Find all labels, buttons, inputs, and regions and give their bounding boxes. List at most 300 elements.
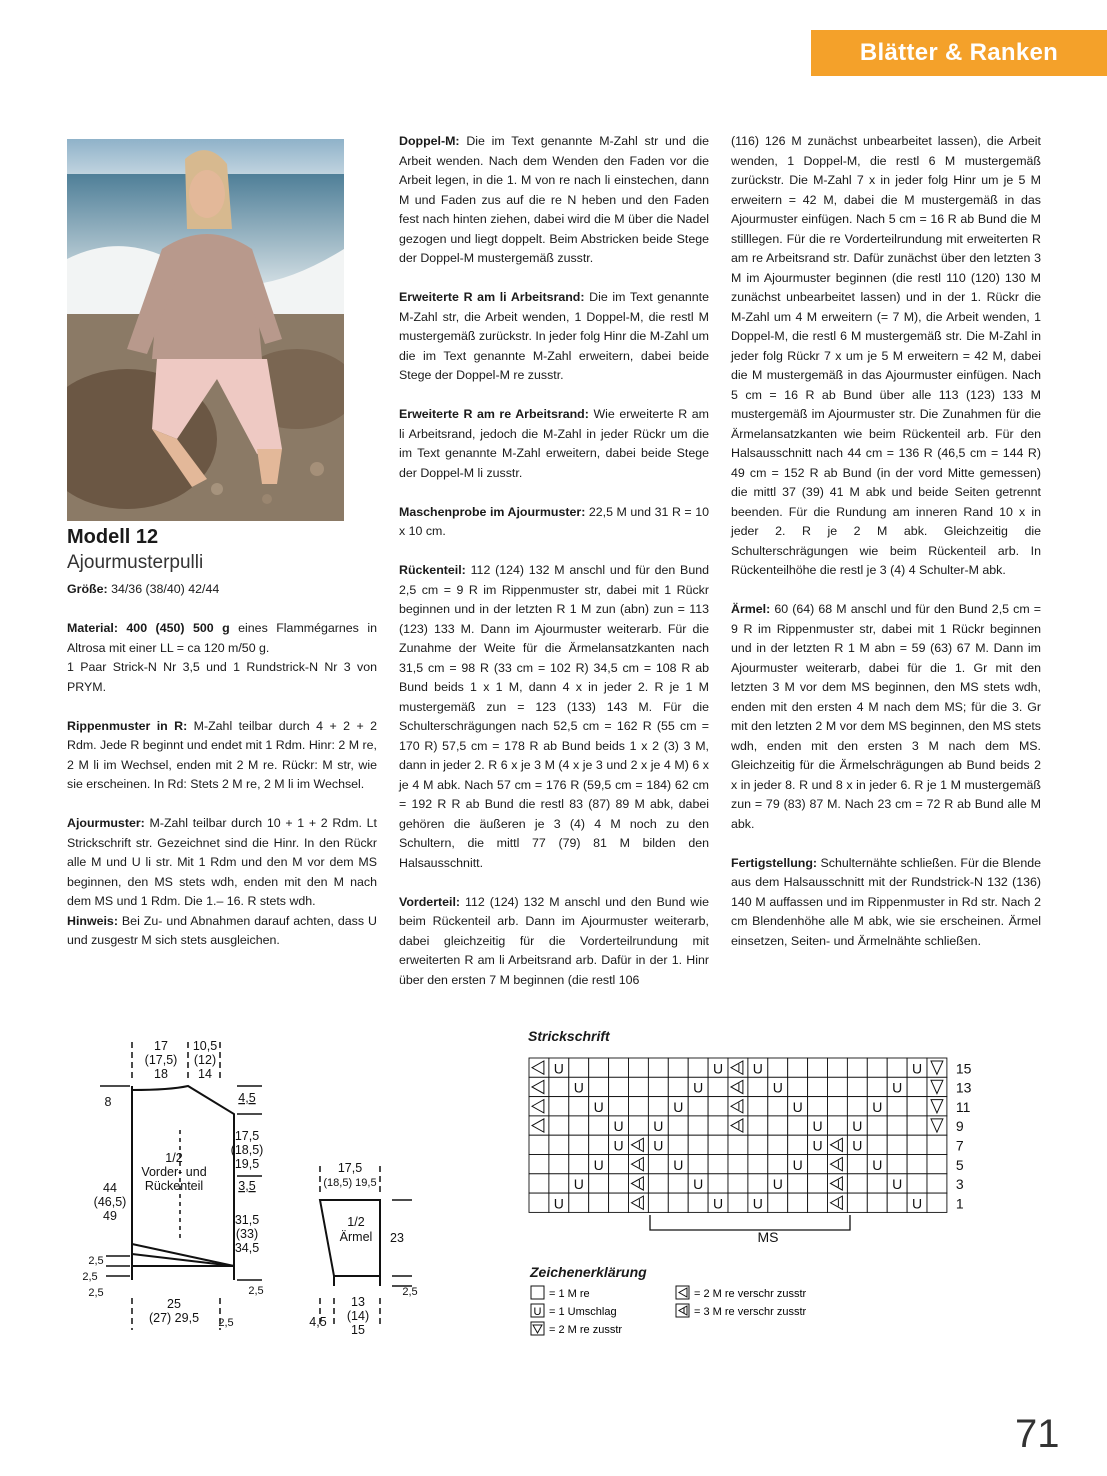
- chart-cell: [828, 1116, 848, 1135]
- chart-cell: [629, 1116, 649, 1135]
- back-text: 112 (124) 132 M anschl und für den Bund 2,5 cm = 9 R im Rippenmuster str, dabei mit 1 Rückr beginnen und in der letzten R 1 M zun (abn) zun = 113 (123) 133 M. Dann im Ajourmuster weiterarb. Für die Zunahme der Weite für die Ärmelansatzkanten nach 31,5 cm = 98 R (33 cm = 102 R) 34,5 cm = 108 R ab Bund beids 1 x 1 M, dann 4 x in jeder 2. R je 1 M mustergemäß zun = 123 (133) 143 M. Für die Schulterschrägungen nach 52,5 cm = 162 R (55 cm = 170 R) 57,5 cm = 178 R ab Bund beids 1 x 2 (3) 3 M, dann in jeder 2. R 6 x je 3 M (4 x je 3 und 2 x je 4 M) 6 x je 4 M abk. Nach 57 cm = 176 R (59,5 cm = 184) 62 cm = 192 R R ab Bund die restl 83 (87) 89 M abk, dabei gehören die äußeren je 3 (4) 4 M noch zu den Schultern, die mittl 77 (79) 81 M bilden den Halsausschnitt.: [399, 563, 709, 870]
- chart-cell: [629, 1135, 649, 1154]
- chart-cell: [927, 1077, 947, 1096]
- yarnover-icon: U: [693, 1176, 704, 1193]
- chart-cell: [708, 1193, 728, 1212]
- chart-cell: [648, 1135, 668, 1154]
- model-subtitle: Ajourmusterpulli: [67, 552, 204, 573]
- dim-height-1: 44: [103, 1181, 117, 1195]
- chart-cell: [609, 1077, 629, 1096]
- chart-cell: [748, 1174, 768, 1193]
- chart-cell: [867, 1193, 887, 1212]
- chart-cell: [648, 1058, 668, 1077]
- chart-cell: [867, 1058, 887, 1077]
- chart-cell: [529, 1135, 549, 1154]
- chart-cell: [708, 1174, 728, 1193]
- chart-cell: [708, 1077, 728, 1096]
- chart-cell: [629, 1058, 649, 1077]
- chart-cell: [907, 1193, 927, 1212]
- chart-cell: [847, 1174, 867, 1193]
- chart-cell: [748, 1077, 768, 1096]
- dim-armhole-inc: 3,5: [238, 1179, 256, 1193]
- sleeve-bottom-left: 4,5: [309, 1315, 327, 1329]
- dim-side-3: 34,5: [234, 1241, 260, 1255]
- dim-height-3: 49: [103, 1209, 117, 1223]
- gauge-text: 22,5 M und 31 R = 10 x 10 cm.: [399, 504, 709, 538]
- chart-cell: [668, 1135, 688, 1154]
- chart-cell: [907, 1155, 927, 1174]
- sleeve-schematic: [300, 1158, 430, 1348]
- chart-cell: [808, 1097, 828, 1116]
- section-tab: Blätter & Ranken: [811, 30, 1107, 76]
- row-number: 15: [955, 1060, 972, 1077]
- ajour-text: M-Zahl teilbar durch 10 + 1 + 2 Rdm. Lt Strickschrift str. Gezeichnet sind die Hinr. In den Rückr alle M und U li str. Mit 1 Rdm und den M vor dem MS beginnen, den MS stets wdh, enden mit den M nach dem MS und 1 Rdm. Die 1.– 16. R stets wdh.: [67, 816, 377, 908]
- chart-cell: [927, 1135, 947, 1154]
- chart-cell: [887, 1077, 907, 1096]
- piece-label-3: Rückenteil: [144, 1179, 204, 1193]
- column-3: [731, 132, 1041, 951]
- chart-cell: [768, 1193, 788, 1212]
- chart-cell: [609, 1116, 629, 1135]
- chart-cell: [847, 1097, 867, 1116]
- dim-armhole-3: 19,5: [234, 1157, 260, 1171]
- dim-height-2: (46,5): [93, 1195, 127, 1209]
- chart-cell: [648, 1116, 668, 1135]
- yarnover-icon: U: [553, 1060, 564, 1077]
- material-text: eines Flammégarnes in Altrosa mit einer LL = ca 120 m/50 g.: [67, 621, 377, 655]
- chart-cell: [688, 1135, 708, 1154]
- chart-cell: [609, 1097, 629, 1116]
- chart-cell: [529, 1058, 549, 1077]
- chart-cell: [549, 1155, 569, 1174]
- yarnover-icon: U: [653, 1137, 664, 1154]
- sleeve-bottom-1: 13: [351, 1295, 365, 1309]
- chart-cell: [867, 1155, 887, 1174]
- model-photo: [67, 139, 344, 521]
- chart-cell: [708, 1058, 728, 1077]
- chart-cell: [788, 1135, 808, 1154]
- svg-text:= 2 M re zusstr: = 2 M re zusstr: [549, 1324, 623, 1336]
- chart-cell: [629, 1193, 649, 1212]
- chart-cell: [808, 1193, 828, 1212]
- chart-cell: [549, 1097, 569, 1116]
- chart-cell: [828, 1135, 848, 1154]
- legend-k3tog-tbl: [676, 1304, 807, 1318]
- chart-cell: [808, 1058, 828, 1077]
- chart-cell: [529, 1193, 549, 1212]
- front-label: Vorderteil:: [399, 894, 461, 909]
- chart-cell: [648, 1155, 668, 1174]
- chart-cell: [688, 1116, 708, 1135]
- chart-cell: [847, 1155, 867, 1174]
- chart-cell: [609, 1058, 629, 1077]
- chart-cell: [648, 1174, 668, 1193]
- yarnover-icon: U: [772, 1079, 783, 1096]
- chart-cell: [688, 1155, 708, 1174]
- chart-cell: [629, 1174, 649, 1193]
- chart-cell: [529, 1077, 549, 1096]
- chart-cell: [668, 1058, 688, 1077]
- chart-cell: [549, 1077, 569, 1096]
- chart-cell: [708, 1135, 728, 1154]
- yarnover-icon: U: [553, 1195, 564, 1212]
- row-number: 3: [955, 1176, 964, 1193]
- chart-cell: [529, 1155, 549, 1174]
- chart-cell: [569, 1174, 589, 1193]
- yarnover-icon: U: [752, 1060, 763, 1077]
- chart-cell: [609, 1135, 629, 1154]
- chart-cell: [748, 1097, 768, 1116]
- chart-cell: [668, 1155, 688, 1174]
- front-continued-text: (116) 126 M zunächst unbearbeitet lassen), die Arbeit wenden, 1 Doppel-M, die restl 6 M mustergemäß zurückstr. Die M-Zahl 7 x in jeder folg Hinr um je 5 M erweitern = 42 M, dabei die M mustergemäß in das Ajourmuster einfügen. Nach 5 cm = 16 R ab Bund die M stilllegen. Für die re Vorderteilrundung mit erweiterten R am re Arbeitsrand str. Dafür zunächst über den letzten 3 M im Ajourmuster beginnen (die restl 110 (120) 130 M zunächst unbearbeitet lassen) und in der 1. Rückr die M-Zahl um 4 M erweitern (= 7 M), die Arbeit wenden, 1 Doppel-M, die restl 6 M mustergemäß str. Die M-Zahl in jeder folg Rückr 7 x um je 5 M erweitern = 42 M, dabei die M mustergemäß in das Ajourmuster einfügen. Nach 5 cm = 16 R ab Bund über alle 113 (123) 133 M mustergemäß im Ajourmuster str. Die Zunahmen für die Ärmelansatzkanten wie beim Rückenteil arb. Für den Halsausschnitt nach 44 cm = 136 R (46,5 cm = 144 R) 49 cm = 152 R ab Bund (in der vord Mitte gemessen) die mittl 37 (39) 41 M abk und beide Seiten getrennt beenden. Für die Rundung am inneren Rand 10 x in jeder 2. R je 2 M abk. Gleichzeitig die Schulterschrägungen wie beim Rückenteil arb. In Rückenteilhöhe die restl je 3 (4) 4 Schulter-M abk.: [731, 134, 1041, 577]
- chart-cell: [768, 1155, 788, 1174]
- erw-re-text: Wie erweiterte R am li Arbeitsrand, jedoch die M-Zahl in jeder Rückr um die im Text genannte M-Zahl erweitern, dabei beide Stege der Doppel-M li zusstr.: [399, 407, 709, 480]
- chart-cell: [828, 1155, 848, 1174]
- dim-side-2: (33): [235, 1227, 259, 1241]
- chart-cell: [589, 1135, 609, 1154]
- legend-title: Zeichenerklärung: [530, 1264, 647, 1280]
- knit-symbol-icon: [531, 1286, 544, 1299]
- ms-label: MS: [757, 1229, 779, 1245]
- chart-cell: [828, 1097, 848, 1116]
- chart-cell: [867, 1174, 887, 1193]
- chart-cell: [927, 1193, 947, 1212]
- chart-cell: [648, 1097, 668, 1116]
- sleeve-label-2: Ärmel: [339, 1230, 373, 1244]
- row-number: 9: [955, 1118, 964, 1135]
- chart-cell: [907, 1058, 927, 1077]
- chart-cell: [529, 1116, 549, 1135]
- yarnover-icon: U: [653, 1118, 664, 1135]
- yarnover-icon: U: [812, 1118, 823, 1135]
- chart-cell: [768, 1116, 788, 1135]
- yarnover-icon: U: [812, 1137, 823, 1154]
- material-label: Material: 400 (450) 500 g: [67, 621, 230, 635]
- chart-cell: [768, 1058, 788, 1077]
- chart-cell: [728, 1077, 748, 1096]
- chart-cell: [907, 1174, 927, 1193]
- chart-cell: [887, 1155, 907, 1174]
- row-number: 1: [955, 1195, 964, 1212]
- chart-cell: [609, 1174, 629, 1193]
- chart-cell: [927, 1174, 947, 1193]
- chart-cell: [728, 1174, 748, 1193]
- dim-neck-3: 14: [198, 1067, 212, 1081]
- sleeve-text: 60 (64) 68 M anschl und für den Bund 2,5 cm = 9 R im Rippenmuster str, dabei mit 1 Rückr beginnen und in der letzten R 1 M abn = 59 (63) 67 M. Dann im Ajourmuster weiterarb, dabei für die 1. Gr mit den letzten 3 M vor dem MS beginnen, den MS stets wdh, enden mit den ersten 4 M nach dem MS; für die 3. Gr mit den letzten 2 M vor dem MS beginnen, den MS stets wdh, enden mit den ersten 3 M nach dem MS. Gleichzeitig für die Ärmelschrägungen ab Bund beids 2 x in jeder 8. R und 8 x in jeder 6. R je 1 M mustergemäß zun = 79 (83) 87 M. Nach 23 cm = 72 R ab Bund alle M abk.: [731, 602, 1041, 831]
- chart-cell: [728, 1097, 748, 1116]
- legend: [530, 1283, 850, 1343]
- chart-cell: [569, 1135, 589, 1154]
- chart-cell: [748, 1135, 768, 1154]
- chart-cell: [549, 1193, 569, 1212]
- page-number: 71: [1015, 1412, 1060, 1456]
- chart-cell: [867, 1077, 887, 1096]
- chart-cell: [847, 1193, 867, 1212]
- chart-cell: [728, 1116, 748, 1135]
- chart-cell: [788, 1116, 808, 1135]
- chart-cell: [828, 1077, 848, 1096]
- erw-re-label: Erweiterte R am re Arbeitsrand:: [399, 407, 589, 421]
- chart-cell: [549, 1135, 569, 1154]
- k2tog-tbl-symbol-icon: [679, 1288, 687, 1297]
- sleeve-height: 23: [390, 1231, 404, 1245]
- chart-cell: [668, 1097, 688, 1116]
- dim-width-small: 2,5: [218, 1317, 234, 1329]
- chart-cell: [609, 1193, 629, 1212]
- dim-rib-right: 2,5: [248, 1285, 264, 1297]
- chart-cell: [589, 1116, 609, 1135]
- legend-k2tog: [531, 1322, 622, 1336]
- piece-label-2: Vorder- und: [141, 1165, 207, 1179]
- sleeve-top-2: (18,5) 19,5: [323, 1177, 377, 1189]
- chart-cell: [808, 1174, 828, 1193]
- chart-cell: [748, 1155, 768, 1174]
- chart-cell: [768, 1174, 788, 1193]
- sleeve-top-1: 17,5: [337, 1161, 363, 1175]
- hint-text: Bei Zu- und Abnahmen darauf achten, dass U und zusgestr M sich stets ausgleichen.: [67, 913, 377, 947]
- chart-cell: [569, 1097, 589, 1116]
- dim-width-1: 25: [167, 1297, 181, 1311]
- yarnover-icon: U: [892, 1079, 903, 1096]
- chart-cell: [847, 1077, 867, 1096]
- yarnover-icon: U: [872, 1156, 883, 1173]
- svg-text:= 2 M re verschr zusstr: = 2 M re verschr zusstr: [694, 1288, 807, 1300]
- front-text: 112 (124) 132 M anschl und den Bund wie beim Rückenteil arb. Dann im Ajourmuster weiterarb, dabei gleichzeitig für die Vorderteilrundung mit erweiterten R am li Arbeitsrand arb. Dafür in der 1. Hinr über den ersten 7 M beginnen (die restl 106: [399, 894, 709, 987]
- svg-text:= 3 M re verschr zusstr: = 3 M re verschr zusstr: [694, 1306, 807, 1318]
- doppel-m-text: Die im Text genannte M-Zahl str und die Arbeit wenden. Nach dem Wenden den Faden vor die Arbeit legen, in die 1. M von re nach li einstechen, dann M und Faden zus auf die re N heben und den Faden fest nach hinten ziehen, dabei wird die M über die Nadel gezogen und liegt doppelt. Beim Abstricken beide Stege der Doppel-M mustergemäß zusstr.: [399, 134, 709, 265]
- chart-cell: [907, 1116, 927, 1135]
- chart-cell: [887, 1116, 907, 1135]
- row-number: 13: [955, 1079, 972, 1096]
- chart-cell: [828, 1174, 848, 1193]
- yarnover-icon: U: [593, 1156, 604, 1173]
- dim-rib-3: 2,5: [88, 1287, 104, 1299]
- chart-cell: [847, 1135, 867, 1154]
- rib-label: Rippenmuster in R:: [67, 718, 188, 733]
- chart-cell: [887, 1174, 907, 1193]
- dim-armhole-1: 17,5: [234, 1129, 260, 1143]
- legend-knit: [531, 1286, 590, 1300]
- chart-cell: [549, 1116, 569, 1135]
- yarnover-icon: U: [792, 1156, 803, 1173]
- yarnover-icon: U: [792, 1098, 803, 1115]
- chart-cell: [907, 1097, 927, 1116]
- chart-cell: [867, 1116, 887, 1135]
- yarnover-icon: U: [752, 1195, 763, 1212]
- chart-cell: [907, 1077, 927, 1096]
- chart-cell: [808, 1077, 828, 1096]
- k3tog-tbl-symbol-icon: [679, 1306, 687, 1315]
- chart-cell: [887, 1135, 907, 1154]
- yarnover-icon: U: [852, 1137, 863, 1154]
- chart-cell: [688, 1097, 708, 1116]
- yarnover-icon: U: [573, 1176, 584, 1193]
- row-number: 11: [955, 1098, 971, 1115]
- sleeve-label-1: 1/2: [347, 1215, 365, 1229]
- chart-cell: [569, 1193, 589, 1212]
- chart-cell: [648, 1077, 668, 1096]
- rib-text: M-Zahl teilbar durch 4 + 2 + 2 Rdm. Jede R beginnt und endet mit 1 Rdm. Hinr: 2 M re, 2 M li im Wechsel, enden mit 2 M re. Rückr: M str, wie sie erscheinen. In Rd: Stets 2 M re, 2 M li im Wechsel.: [67, 718, 377, 791]
- chart-cell: [748, 1193, 768, 1212]
- chart-cell: [569, 1155, 589, 1174]
- chart-cell: [867, 1097, 887, 1116]
- column-2: [399, 132, 709, 990]
- yarnover-icon: U: [613, 1137, 624, 1154]
- dim-neck-1: 10,5: [192, 1039, 218, 1053]
- chart-cell: [788, 1097, 808, 1116]
- legend-yarnover: [531, 1304, 617, 1318]
- yarnover-icon: U: [593, 1098, 604, 1115]
- chart-cell: [589, 1155, 609, 1174]
- chart-cell: [788, 1174, 808, 1193]
- chart-cell: [788, 1155, 808, 1174]
- chart-cell: [808, 1135, 828, 1154]
- yarnover-icon: U: [613, 1118, 624, 1135]
- model-title: Modell 12: [67, 526, 159, 548]
- chart-cell: [648, 1193, 668, 1212]
- needles-text: 1 Paar Strick-N Nr 3,5 und 1 Rundstrick-N Nr 3 von PRYM.: [67, 660, 377, 694]
- knit-chart: [528, 1054, 988, 1249]
- k2tog-symbol-icon: [533, 1325, 542, 1333]
- chart-cell: [668, 1116, 688, 1135]
- back-label: Rückenteil:: [399, 563, 466, 577]
- chart-cell: [847, 1058, 867, 1077]
- dim-rib-1: 2,5: [88, 1255, 104, 1267]
- chart-cell: [589, 1058, 609, 1077]
- chart-cell: [629, 1077, 649, 1096]
- yarnover-icon: U: [772, 1176, 783, 1193]
- chart-cell: [589, 1097, 609, 1116]
- chart-cell: [688, 1174, 708, 1193]
- chart-cell: [808, 1155, 828, 1174]
- chart-cell: [748, 1116, 768, 1135]
- chart-cell: [569, 1077, 589, 1096]
- chart-cell: [629, 1155, 649, 1174]
- chart-cell: [529, 1097, 549, 1116]
- chart-cell: [549, 1058, 569, 1077]
- dim-shoulder-1: 17: [154, 1039, 168, 1053]
- chart-cell: [589, 1174, 609, 1193]
- chart-cell: [847, 1116, 867, 1135]
- chart-cell: [728, 1193, 748, 1212]
- gauge-label: Maschenprobe im Ajourmuster:: [399, 504, 586, 519]
- chart-cell: [668, 1174, 688, 1193]
- yarnover-symbol-icon: U: [533, 1306, 542, 1318]
- dim-neck-depth: 8: [104, 1095, 112, 1109]
- yarnover-icon: U: [872, 1098, 883, 1115]
- yarnover-icon: U: [673, 1156, 684, 1173]
- sleeve-label: Ärmel:: [731, 602, 771, 616]
- yarnover-icon: U: [673, 1098, 684, 1115]
- chart-title: Strickschrift: [528, 1028, 610, 1044]
- chart-cell: [788, 1193, 808, 1212]
- row-number: 7: [955, 1137, 964, 1154]
- chart-cell: [748, 1058, 768, 1077]
- chart-cell: [708, 1116, 728, 1135]
- ajour-label: Ajourmuster:: [67, 816, 145, 830]
- chart-cell: [668, 1077, 688, 1096]
- sleeve-bottom-3: 15: [351, 1323, 365, 1337]
- dim-shoulder-2: (17,5): [144, 1053, 178, 1067]
- hint-label: Hinweis:: [67, 913, 118, 928]
- chart-cell: [907, 1135, 927, 1154]
- piece-label-1: 1/2: [165, 1151, 183, 1165]
- chart-cell: [589, 1193, 609, 1212]
- dim-neck-2: (12): [193, 1053, 217, 1067]
- chart-cell: [688, 1193, 708, 1212]
- size-text: 34/36 (38/40) 42/44: [111, 582, 220, 596]
- chart-cell: [728, 1058, 748, 1077]
- chart-cell: [768, 1097, 788, 1116]
- chart-cell: [927, 1155, 947, 1174]
- finish-label: Fertigstellung:: [731, 855, 818, 870]
- svg-text:= 1 Umschlag: = 1 Umschlag: [549, 1306, 617, 1318]
- chart-cell: [529, 1174, 549, 1193]
- chart-cell: [728, 1155, 748, 1174]
- dim-side-1: 31,5: [234, 1213, 260, 1227]
- dim-width-2: (27) 29,5: [148, 1311, 200, 1325]
- chart-cell: [788, 1058, 808, 1077]
- chart-cell: [887, 1058, 907, 1077]
- yarnover-icon: U: [852, 1118, 863, 1135]
- dim-shoulder-3: 18: [154, 1067, 168, 1081]
- yarnover-icon: U: [911, 1195, 923, 1212]
- row-number: 5: [955, 1156, 964, 1173]
- chart-cell: [728, 1135, 748, 1154]
- chart-cell: [549, 1174, 569, 1193]
- chart-cell: [609, 1155, 629, 1174]
- yarnover-icon: U: [693, 1079, 704, 1096]
- chart-cell: [708, 1155, 728, 1174]
- dim-armhole-2: (18,5): [230, 1143, 264, 1157]
- size-label: Größe:: [67, 582, 108, 596]
- chart-cell: [887, 1097, 907, 1116]
- sleeve-bottom-2: (14): [346, 1309, 370, 1323]
- svg-text:= 1 M re: = 1 M re: [549, 1288, 590, 1300]
- yarnover-icon: U: [911, 1060, 923, 1077]
- chart-cell: [887, 1193, 907, 1212]
- chart-cell: [708, 1097, 728, 1116]
- chart-cell: [927, 1116, 947, 1135]
- chart-cell: [828, 1193, 848, 1212]
- column-1: [67, 580, 377, 951]
- chart-cell: [569, 1058, 589, 1077]
- chart-cell: [688, 1058, 708, 1077]
- chart-cell: [927, 1097, 947, 1116]
- yarnover-icon: U: [892, 1176, 903, 1193]
- chart-cell: [867, 1135, 887, 1154]
- chart-cell: [788, 1077, 808, 1096]
- chart-cell: [688, 1077, 708, 1096]
- yarnover-icon: U: [573, 1079, 584, 1096]
- erw-li-text: Die im Text genannte M-Zahl str, die Arbeit wenden, 1 Doppel-M, die restl M mustergemäß zurückstr. In jeder folg Hinr die M-Zahl um die im Text genannte M-Zahl erweitern, dabei beide Stege der Doppel-M re zusstr.: [399, 290, 709, 382]
- dim-rib-2: 2,5: [82, 1271, 98, 1283]
- chart-cell: [589, 1077, 609, 1096]
- chart-cell: [768, 1135, 788, 1154]
- chart-cell: [768, 1077, 788, 1096]
- doppel-m-label: Doppel-M:: [399, 134, 460, 148]
- chart-cell: [668, 1193, 688, 1212]
- chart-cell: [927, 1058, 947, 1077]
- chart-cell: [828, 1058, 848, 1077]
- legend-k2tog-tbl: [676, 1286, 807, 1300]
- chart-cell: [569, 1116, 589, 1135]
- dim-shoulder-slope: 4,5: [238, 1091, 256, 1105]
- yarnover-icon: U: [712, 1060, 724, 1077]
- chart-cell: [808, 1116, 828, 1135]
- finish-text: Schulternähte schließen. Für die Blende aus dem Halsausschnitt mit der Rundstrick-N 132 (136) 140 M auffassen und im Rippenmuster in Rd str. Nach 2 cm Blendenhöhe alle M abk, wie sie erscheinen. Ärmel einsetzen, Seiten- und Ärmelnähte schließen.: [731, 855, 1041, 948]
- yarnover-icon: U: [712, 1195, 724, 1212]
